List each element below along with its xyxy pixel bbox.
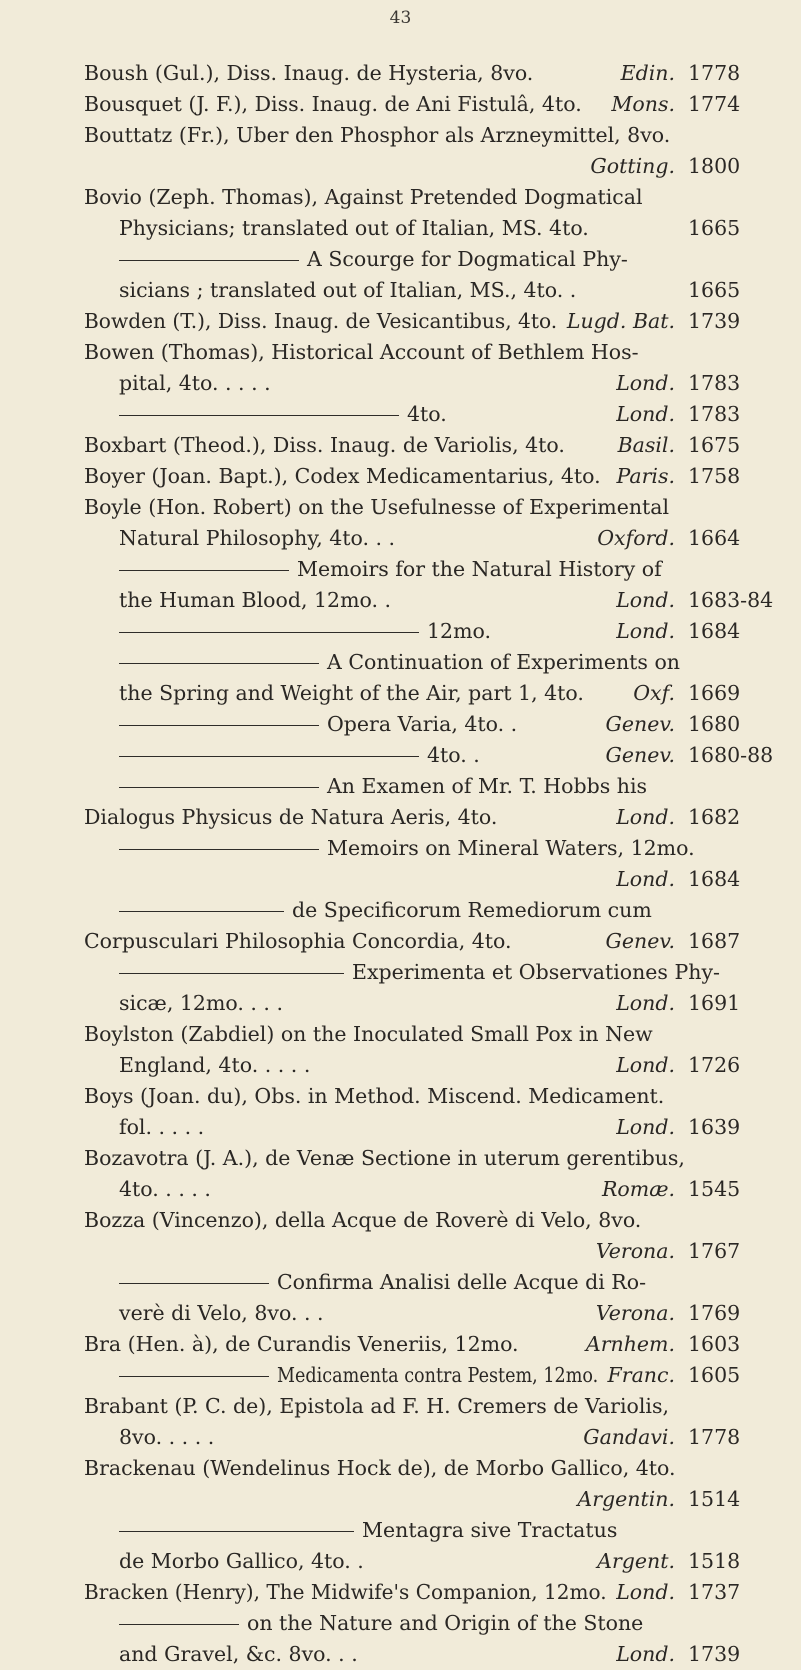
entry-year: 1684 [688, 867, 741, 891]
bibliography-line [0, 1143, 801, 1174]
bibliography-line [0, 1081, 801, 1112]
bibliography-line [0, 585, 801, 616]
bibliography-line [0, 647, 801, 678]
entry-text [84, 461, 601, 492]
entry-place: Genev. [605, 929, 675, 953]
entry-place: Lond. [616, 402, 675, 426]
bibliography-line [0, 740, 801, 771]
entry-place: Gotting. [590, 154, 675, 178]
entry-place: Lugd. Bat. [566, 309, 675, 333]
bibliography-line [0, 1329, 801, 1360]
entry-year: 1800 [688, 154, 741, 178]
entry-text [119, 1112, 204, 1143]
entry-title: pital, 4to. . . . . [119, 371, 271, 395]
bibliography-line [0, 1391, 801, 1422]
entry-place: Genev. [605, 712, 675, 736]
entry-place: Lond. [616, 1642, 675, 1666]
bibliography-line [0, 1019, 801, 1050]
entry-text [84, 492, 669, 523]
bibliography-line [0, 182, 801, 213]
entry-place: Lond. [616, 371, 675, 395]
entry-text [427, 740, 480, 771]
entry-title: Brabant (P. C. de), Epistola ad F. H. Cremers de Variolis, [84, 1394, 669, 1418]
ditto-rule [119, 1283, 269, 1284]
entry-title: Memoirs on Mineral Waters, 12mo. [327, 836, 695, 860]
entry-text [119, 523, 395, 554]
entry-text [84, 120, 670, 151]
entry-year: 1680-88 [688, 743, 774, 767]
entry-place: Edin. [620, 61, 675, 85]
bibliography-line [0, 709, 801, 740]
ditto-rule [119, 260, 299, 261]
entry-text [84, 1143, 685, 1174]
page-number: 43 [389, 8, 412, 28]
entry-year: 1675 [688, 433, 741, 457]
entry-title: England, 4to. . . . . [119, 1053, 311, 1077]
entry-title: Bouttatz (Fr.), Uber den Phosphor als Arzneymittel, 8vo. [84, 123, 671, 147]
entry-title: Boys (Joan. du), Obs. in Method. Miscend. Medicament. [84, 1084, 665, 1108]
entry-text [84, 1391, 669, 1422]
entry-text [292, 895, 652, 926]
entry-text [84, 1019, 653, 1050]
entry-place: Lond. [616, 1580, 675, 1604]
entry-text [84, 1453, 676, 1484]
entry-year: 1726 [688, 1053, 741, 1077]
entry-year: 1739 [688, 309, 741, 333]
entry-place: Oxf. [633, 681, 675, 705]
entry-text [84, 337, 639, 368]
bibliography-line [0, 492, 801, 523]
entry-year: 1545 [688, 1177, 741, 1201]
entry-title: An Examen of Mr. T. Hobbs his [327, 774, 648, 798]
entry-place: Lond. [616, 991, 675, 1015]
entry-title: 12mo. [427, 619, 492, 643]
entry-title: Boush (Gul.), Diss. Inaug. de Hysteria, 8vo. [84, 61, 534, 85]
entry-year: 1684 [688, 619, 741, 643]
entry-year: 1682 [688, 805, 741, 829]
entry-text [327, 771, 647, 802]
entry-place: Gandavi. [583, 1425, 675, 1449]
entry-text [84, 306, 557, 337]
ditto-rule [119, 632, 419, 633]
entry-year: 1783 [688, 402, 741, 426]
bibliography-line [0, 461, 801, 492]
entry-year: 1758 [688, 464, 741, 488]
entry-title: Bowden (T.), Diss. Inaug. de Vesicantibus, 4to. [84, 309, 558, 333]
entry-year: 1739 [688, 1642, 741, 1666]
bibliography-line [0, 523, 801, 554]
entry-text [119, 1422, 214, 1453]
entry-text [84, 182, 643, 213]
bibliography-line [0, 678, 801, 709]
bibliography-line [0, 1577, 801, 1608]
entry-title: A Continuation of Experiments on [327, 650, 681, 674]
bibliography-entries [0, 58, 801, 1670]
entry-year: 1767 [688, 1239, 741, 1263]
bibliography-line [0, 89, 801, 120]
bibliography-line [0, 337, 801, 368]
entry-year: 1639 [688, 1115, 741, 1139]
entry-text [84, 802, 497, 833]
bibliography-line [0, 430, 801, 461]
entry-place: Lond. [616, 619, 675, 643]
bibliography-line [0, 1360, 801, 1391]
entry-year: 1605 [688, 1363, 741, 1387]
entry-text [84, 1329, 519, 1360]
entry-title: de Specificorum Remediorum cum [292, 898, 652, 922]
entry-text [119, 1298, 324, 1329]
entry-title: Physicians; translated out of Italian, MS. 4to. [119, 216, 589, 240]
entry-place: Franc. [607, 1363, 675, 1387]
ditto-rule [119, 1624, 239, 1625]
entry-title: Bowen (Thomas), Historical Account of Bethlem Hos- [84, 340, 639, 364]
bibliography-line [0, 802, 801, 833]
entry-title: the Spring and Weight of the Air, part 1, 4to. [119, 681, 584, 705]
entry-place: Oxford. [597, 526, 675, 550]
bibliography-line [0, 1174, 801, 1205]
entry-title: Corpusculari Philosophia Concordia, 4to. [84, 929, 512, 953]
entry-text [352, 957, 720, 988]
entry-title: Natural Philosophy, 4to. . . [119, 526, 396, 550]
bibliography-line [0, 957, 801, 988]
entry-title: the Human Blood, 12mo. . [119, 588, 392, 612]
entry-title: Opera Varia, 4to. . [327, 712, 518, 736]
entry-place: Lond. [616, 805, 675, 829]
bibliography-line [0, 213, 801, 244]
entry-title: 4to. . [427, 743, 480, 767]
entry-title: and Gravel, &c. 8vo. . . [119, 1642, 358, 1666]
bibliography-line [0, 833, 801, 864]
entry-title: Boylston (Zabdiel) on the Inoculated Small Pox in New [84, 1022, 653, 1046]
entry-year: 1680 [688, 712, 741, 736]
bibliography-line [0, 1050, 801, 1081]
bibliography-line [0, 864, 801, 895]
entry-year: 1518 [688, 1549, 741, 1573]
bibliography-line [0, 926, 801, 957]
bibliography-line [0, 306, 801, 337]
bibliography-line [0, 1546, 801, 1577]
entry-year: 1665 [688, 216, 741, 240]
entry-text [362, 1515, 617, 1546]
bibliography-line [0, 554, 801, 585]
entry-text [84, 1577, 607, 1608]
entry-text [119, 988, 283, 1019]
entry-title: Boyer (Joan. Bapt.), Codex Medicamentarius, 4to. [84, 464, 601, 488]
entry-place: Arnhem. [585, 1332, 675, 1356]
entry-year: 1669 [688, 681, 741, 705]
entry-title: Memoirs for the Natural History of [297, 557, 662, 581]
entry-place: Verona. [595, 1301, 675, 1325]
ditto-rule [119, 415, 399, 416]
ditto-rule [119, 1531, 354, 1532]
entry-text [119, 275, 576, 306]
entry-text [427, 616, 491, 647]
entry-title: Bozza (Vincenzo), della Acque de Roverè di Velo, 8vo. [84, 1208, 642, 1232]
bibliography-line [0, 244, 801, 275]
entry-year: 1683-84 [688, 588, 774, 612]
bibliography-line [0, 895, 801, 926]
entry-text [407, 399, 447, 430]
entry-place: Genev. [605, 743, 675, 767]
entry-text [307, 244, 628, 275]
entry-title: 4to. . . . . [119, 1177, 211, 1201]
entry-title: Mentagra sive Tractatus [362, 1518, 618, 1542]
entry-text [119, 585, 391, 616]
entry-place: Lond. [616, 588, 675, 612]
bibliography-line [0, 1608, 801, 1639]
entry-title: A Scourge for Dogmatical Phy- [307, 247, 628, 271]
bibliography-line [0, 1236, 801, 1267]
ditto-rule [119, 787, 319, 788]
entry-place: Romæ. [601, 1177, 675, 1201]
entry-title: Dialogus Physicus de Natura Aeris, 4to. [84, 805, 498, 829]
bibliography-line [0, 1453, 801, 1484]
bibliography-line [0, 151, 801, 182]
entry-year: 1774 [688, 92, 741, 116]
bibliography-line [0, 1112, 801, 1143]
entry-year: 1783 [688, 371, 741, 395]
entry-text [119, 368, 271, 399]
entry-text [277, 1267, 646, 1298]
entry-year: 1737 [688, 1580, 741, 1604]
entry-place: Lond. [616, 1053, 675, 1077]
entry-title: Confirma Analisi delle Acque di Ro- [277, 1270, 646, 1294]
entry-text [119, 1050, 310, 1081]
entry-text [119, 1639, 358, 1670]
entry-year: 1665 [688, 278, 741, 302]
ditto-rule [119, 725, 319, 726]
entry-place: Lond. [616, 1115, 675, 1139]
bibliography-line [0, 988, 801, 1019]
bibliography-line [0, 58, 801, 89]
entry-text [119, 678, 584, 709]
entry-text [84, 89, 582, 120]
ditto-rule [119, 756, 419, 757]
entry-title: Bra (Hen. à), de Curandis Veneriis, 12mo. [84, 1332, 519, 1356]
entry-text [84, 430, 565, 461]
entry-place: Lond. [616, 867, 675, 891]
ditto-rule [119, 1376, 269, 1377]
entry-text [84, 1081, 664, 1112]
entry-title: verè di Velo, 8vo. . . [119, 1301, 324, 1325]
entry-text [119, 213, 589, 244]
entry-text [84, 1205, 641, 1236]
bibliography-line [0, 275, 801, 306]
bibliography-line [0, 1267, 801, 1298]
entry-place: Argentin. [577, 1487, 675, 1511]
entry-place: Verona. [595, 1239, 675, 1263]
entry-title: de Morbo Gallico, 4to. . [119, 1549, 364, 1573]
entry-text [119, 1546, 364, 1577]
entry-year: 1603 [688, 1332, 741, 1356]
ditto-rule [119, 911, 284, 912]
bibliography-line [0, 120, 801, 151]
bibliography-line [0, 616, 801, 647]
bibliography-line [0, 1422, 801, 1453]
entry-text [84, 58, 533, 89]
entry-title: 4to. [407, 402, 447, 426]
entry-title: Medicamenta contra Pestem, 12mo. [277, 1363, 599, 1387]
entry-title: sicæ, 12mo. . . . [119, 991, 283, 1015]
entry-title: Brackenau (Wendelinus Hock de), de Morbo Gallico, 4to. [84, 1456, 676, 1480]
entry-year: 1687 [688, 929, 741, 953]
entry-title: Boyle (Hon. Robert) on the Usefulnesse of Experimental [84, 495, 670, 519]
ditto-rule [119, 663, 319, 664]
entry-year: 1664 [688, 526, 741, 550]
entry-year: 1691 [688, 991, 741, 1015]
entry-text [327, 833, 695, 864]
entry-text [297, 554, 662, 585]
entry-year: 1769 [688, 1301, 741, 1325]
entry-title: 8vo. . . . . [119, 1425, 215, 1449]
entry-title: sicians ; translated out of Italian, MS., 4to. . [119, 278, 577, 302]
entry-title: Bracken (Henry), The Midwife's Companion, 12mo. [84, 1580, 607, 1604]
entry-place: Basil. [617, 433, 675, 457]
bibliography-line [0, 399, 801, 430]
entry-place: Mons. [611, 92, 675, 116]
bibliography-line [0, 1484, 801, 1515]
bibliography-line [0, 1205, 801, 1236]
entry-text [247, 1608, 643, 1639]
bibliography-line [0, 368, 801, 399]
entry-text [277, 1360, 598, 1391]
entry-text [327, 709, 517, 740]
ditto-rule [119, 973, 344, 974]
bibliography-line [0, 771, 801, 802]
entry-text [327, 647, 680, 678]
bibliography-line [0, 1298, 801, 1329]
entry-title: Bousquet (J. F.), Diss. Inaug. de Ani Fistulâ, 4to. [84, 92, 582, 116]
ditto-rule [119, 849, 319, 850]
entry-title: Bozavotra (J. A.), de Venæ Sectione in uterum gerentibus, [84, 1146, 685, 1170]
entry-title: on the Nature and Origin of the Stone [247, 1611, 644, 1635]
entry-text [119, 1174, 211, 1205]
entry-title: Experimenta et Observationes Phy- [352, 960, 720, 984]
entry-year: 1778 [688, 1425, 741, 1449]
entry-year: 1514 [688, 1487, 741, 1511]
entry-title: Boxbart (Theod.), Diss. Inaug. de Variolis, 4to. [84, 433, 565, 457]
ditto-rule [119, 570, 289, 571]
entry-text [84, 926, 512, 957]
entry-title: fol. . . . . [119, 1115, 205, 1139]
bibliography-line [0, 1639, 801, 1670]
entry-title: Bovio (Zeph. Thomas), Against Pretended Dogmatical [84, 185, 643, 209]
entry-year: 1778 [688, 61, 741, 85]
entry-place: Argent. [597, 1549, 675, 1573]
bibliography-line [0, 1515, 801, 1546]
entry-place: Paris. [616, 464, 675, 488]
